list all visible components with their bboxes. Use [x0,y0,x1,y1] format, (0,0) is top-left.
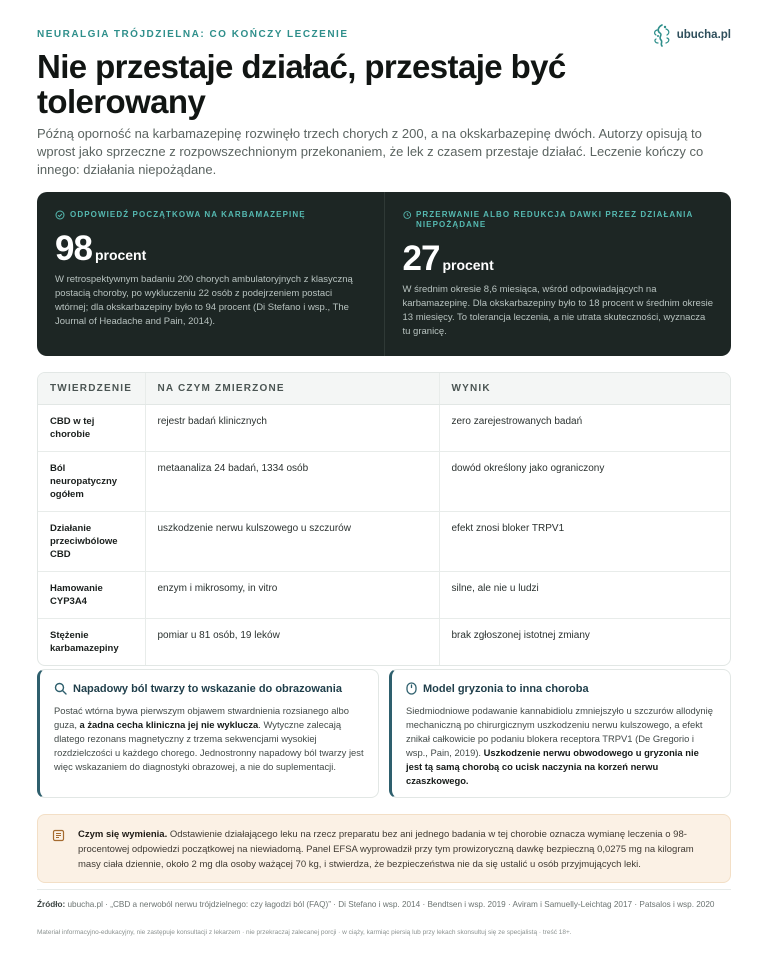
claims-table [37,372,731,666]
measured-cell: enzym i mikrosomy, in vitro [145,572,439,619]
stat-unit: procent [94,247,147,263]
column-header-result: WYNIK [439,373,730,405]
table-row [38,512,730,572]
measured-cell: metaanaliza 24 badań, 1334 osób [145,452,439,512]
footer-divider [37,889,731,890]
measured-cell: pomiar u 81 osób, 19 leków [145,619,439,666]
card-text: Postać wtórna bywa pierwszym objawem stwardnienia rozsianego albo guza, a żadna cecha kliniczna jej nie wyklucza. Wytyczne zalecają dlatego rezonans magnetyczny z trzema sekwencjami wysokiej rozdzielczości u każdego chorego. Jednostronny napadowy ból twarzy jest więc wskazaniem do diagnostyki obrazowej, a nie do suplementacji. [54,705,364,772]
table-row [38,452,730,512]
brand-logo[interactable] [652,23,731,47]
exchange-note [37,814,731,883]
stat-label: PRZERWANIE ALBO REDUKCJA DAWKI PRZEZ DZIAŁANIA NIEPOŻĄDANE [415,210,694,229]
page-title: Nie przestaje działać, przestaje być tolerowany [37,48,566,120]
document-icon [52,829,65,842]
stat-initial-response [37,192,384,356]
search-icon [54,682,67,695]
measured-cell: uszkodzenie nerwu kulszowego u szczurów [145,512,439,572]
note-text: Odstawienie działającego leku na rzecz preparatu bez ani jednego badania w tej chorobie oznacza wymianę leczenia o 98-procentowej odpowiedzi początkowej na niewiadomą. Panel EFSA wyprowadził przy tym prowizoryczną dawkę bezpieczną 0,0275 mg na kilogram masy ciała dziennie, około 2 mg dla osoby ważącej 70 kg, i stwierdza, że bezpieczeństwa nie da się ustalić u osób przyjmujących leki. [78,829,694,870]
stat-description: W retrospektywnym badaniu 200 chorych ambulatoryjnych z klasyczną postacią choroby, po wykluczeniu 22 osób z podejrzeniem postaci wtórnej; dla okskarbazepiny było to 94 procent (Di Stefano i wsp., The Journal of Headache and Pain, 2014). [55,274,353,327]
source-line: Źródło: ubucha.pl · „CBD a nerwoból nerwu trójdzielnego: czy łagodzi ból (FAQ)” · Di Stefano i wsp. 2014 · Bendtsen i wsp. 2019 · Aviram i Samuelly-Leichtag 2017 · Patsalos i wsp. 2020 [37,900,715,909]
clock-icon [403,210,411,220]
card-title: Model gryzonia to inna choroba [423,682,589,695]
claim-cell: Ból neuropatyczny ogółem [38,452,145,512]
claim-cell: Hamowanie CYP3A4 [38,572,145,619]
column-header-claim: TWIERDZENIE [38,373,145,405]
brand-name: ubucha.pl [676,29,731,41]
stats-panel [37,192,731,356]
table-row [38,572,730,619]
result-cell: silne, ale nie u ludzi [439,572,730,619]
card-title: Napadowy ból twarzy to wskazanie do obrazowania [73,682,342,695]
lead-paragraph: Późną oporność na karbamazepinę rozwinęło trzech chorych z 200, a na okskarbazepinę dwóch. Autorzy opisują to wprost jako sprzeczne z rozpowszechnionym przekonaniem, że lek z czasem przestaje działać. Leczenie kończy co innego: działania niepożądane. [37,126,704,177]
mouse-icon [406,682,417,695]
claim-cell: Stężenie karbamazepiny [50,630,119,654]
result-cell: efekt znosi bloker TRPV1 [439,512,730,572]
eyebrow: NEURALGIA TRÓJDZIELNA: CO KOŃCZY LECZENIE [37,29,349,40]
stat-description: W średnim okresie 8,6 miesiąca, wśród odpowiadających na karbamazepinę. Dla okskarbazepiny było to 18 procent w średnim okresie 13 miesięcy. To tolerancja leczenia, a nie utrata skuteczności, wyznacza tu granicę. [402,284,713,337]
card-rodent-model [389,669,731,798]
stat-number: 98 [55,229,92,268]
claim-cell: CBD w tej chorobie [38,405,145,452]
note-lead: Czym się wymienia. [78,829,168,840]
stat-unit: procent [442,257,494,273]
brand-mark-icon [652,23,672,47]
card-imaging [37,669,379,798]
table-row [38,619,730,666]
header [37,29,731,40]
column-header-measured: NA CZYM ZMIERZONE [145,373,439,405]
table-row [38,405,730,452]
result-cell: dowód określony jako ograniczony [439,452,730,512]
result-cell: brak zgłoszonej istotnej zmiany [439,619,730,666]
result-cell: zero zarejestrowanych badań [439,405,730,452]
claim-cell: Działanie przeciwbólowe CBD [38,512,145,572]
card-text: Siedmiodniowe podawanie kannabidiolu zmniejszyło u szczurów allodynię mechaniczną po chirurgicznym uszkodzeniu nerwu kulszowego, a efekt znikał całkowicie po podaniu blokera receptora TRPV1 (De Gregorio i wsp., Pain, 2019). Uszkodzenie nerwu obwodowego u gryzonia nie jest tą samą chorobą co ucisk naczynia na korzeń nerwu czaszkowego. [406,705,713,786]
stat-number: 27 [402,239,440,278]
stat-label: ODPOWIEDŹ POCZĄTKOWA NA KARBAMAZEPINĘ [70,210,306,219]
stat-discontinuation [384,192,732,356]
check-circle-icon [55,210,65,220]
disclaimer: Materiał informacyjno-edukacyjny, nie zastępuje konsultacji z lekarzem · nie przekraczaj zalecanej porcji · w ciąży, karmiąc piersią lub przy lekach skonsultuj się ze specjalistą · treść 18+. [37,929,572,936]
measured-cell: rejestr badań klinicznych [145,405,439,452]
